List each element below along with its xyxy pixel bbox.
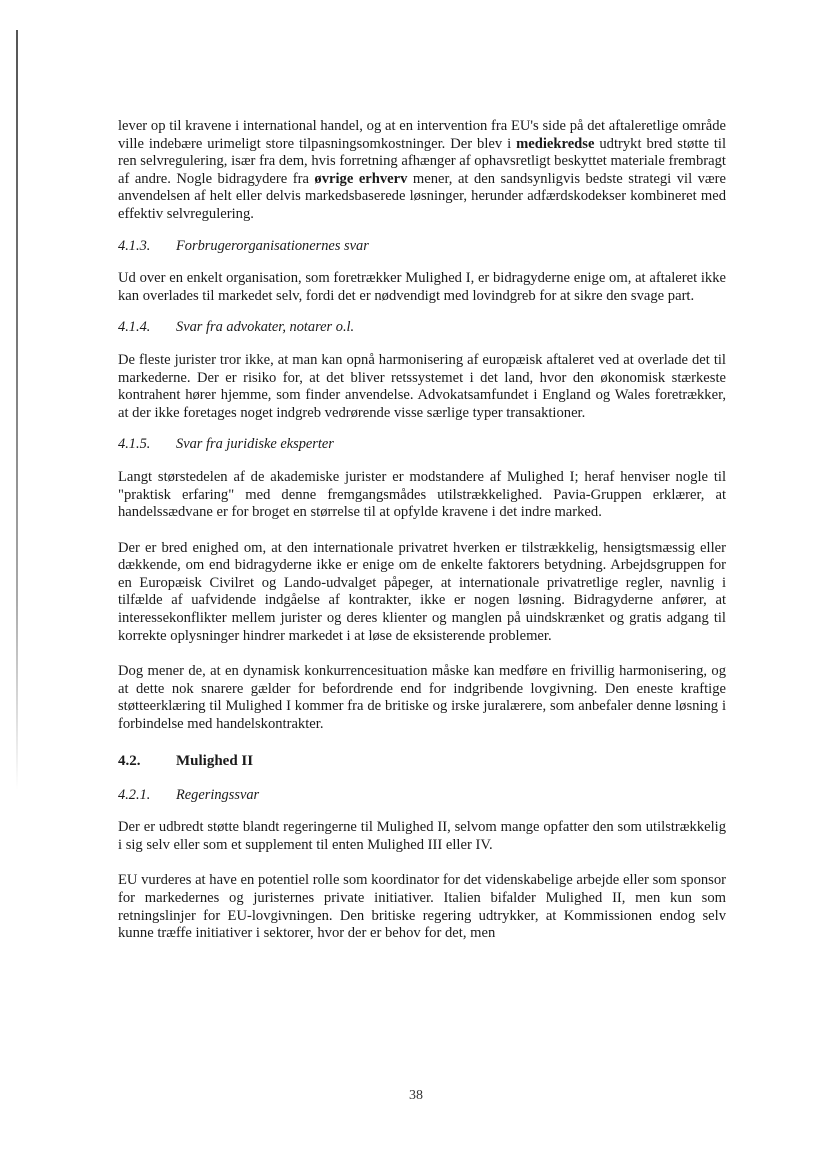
section-number: 4.2. xyxy=(118,752,141,769)
bold-term-ovrige-erhverv: øvrige erhverv xyxy=(314,170,408,187)
page-number: 38 xyxy=(409,1088,423,1103)
heading-number: 4.2.1. xyxy=(118,786,151,803)
paragraph-text: udtrykt bred støtte til ren selvregulering, især fra dem, hvis forretning afhænger af ophavsretligt beskyttet materiale frembragt af andre. Nogle bidragydere fra xyxy=(118,135,727,187)
section-heading-4-2 xyxy=(118,752,726,770)
paragraph-7: Der er udbredt støtte blandt regeringerne til Mulighed II, selvom mange opfatter den som utilstrækkelig i sig selv eller som et supplement til enten Mulighed III eller IV. xyxy=(118,819,726,853)
paragraph-text: lever op til kravene i international handel, og at en intervention fra EU's side på det aftaleretlige område ville indebære urimeligt store tilpasningsomkostninger. Der blev i xyxy=(118,118,726,152)
page-body xyxy=(118,118,726,943)
paragraph-2: Ud over en enkelt organisation, som foretrækker Mulighed I, er bidragyderne enige om, at aftaleret ikke kan overlades til markedet selv, fordi det er nødvendigt med lovindgreb for at sikre den svage part. xyxy=(118,270,726,304)
heading-4-1-3 xyxy=(118,238,726,256)
heading-4-1-4 xyxy=(118,319,726,337)
heading-title: Svar fra advokater, notarer o.l. xyxy=(176,319,355,336)
heading-4-1-5 xyxy=(118,436,726,454)
bold-term-mediekredse: mediekredse xyxy=(516,135,595,152)
heading-title: Svar fra juridiske eksperter xyxy=(176,436,334,453)
section-title: Mulighed II xyxy=(176,752,254,769)
heading-number: 4.1.3. xyxy=(118,237,151,254)
paragraph-8: EU vurderes at have en potentiel rolle som koordinator for det videnskabelige arbejde eller som sponsor for markedernes og juristernes private initiativer. Italien bifalder Mulighed II, men kun som retningslinjer for EU-lovgivningen. Den britiske regering udtrykker, at Kommissionen endog selv kunne træffe initiativer i sektorer, hvor der er behov for det, men xyxy=(118,872,726,942)
paragraph-text: mener, at den sandsynligvis bedste strategi vil være anvendelsen af helt eller delvis markedsbaserede løsninger, herunder adfærdskodekser kombineret med effektiv selvregulering. xyxy=(118,170,726,222)
paragraph-4: Langt størstedelen af de akademiske jurister er modstandere af Mulighed I; heraf henviser nogle til "praktisk erfaring" med denne fremgangsmådes utilstrækkelighed. Pavia-Gruppen erklærer, at handelssædvane er for broget en størrelse til at opfylde kravene i det indre marked. xyxy=(118,468,726,521)
heading-number: 4.1.4. xyxy=(118,319,151,336)
heading-number: 4.1.5. xyxy=(118,436,151,453)
paragraph-1 xyxy=(118,118,726,224)
heading-4-2-1 xyxy=(118,787,726,805)
paragraph-3: De fleste jurister tror ikke, at man kan opnå harmonisering af europæisk aftaleret ved at overlade det til markederne. Der er risiko for, at det bliver retssystemet i det land, hvor den økonomisk stærkeste kontrahent hører hjemme, som finder anvendelse. Advokatsamfundet i England og Wales foretrækker, at der ikke foretages noget indgreb vedrørende visse særlige typer transaktioner. xyxy=(118,351,726,421)
heading-title: Forbrugerorganisationernes svar xyxy=(176,237,369,254)
paragraph-6: Dog mener de, at en dynamisk konkurrencesituation måske kan medføre en frivillig harmonisering, og at dette nok snarere gælder for befordrende end for indgribende lovgivning. Den eneste kraftige støtteerklæring til Mulighed I kommer fra de britiske og irske juralærere, som anbefaler denne løsning i forbindelse med handelskontrakter. xyxy=(118,663,726,733)
paragraph-5: Der er bred enighed om, at den internationale privatret hverken er tilstrækkelig, hensigtsmæssig eller dækkende, om end bidragyderne ikke er enige om de enkelte faktorers betydning. Arbejdsgruppen for en Europæisk Civilret og Lando-udvalget påpeger, at internationale privatretlige regler, navnlig i tilfælde af uafvidende indgåelse af kontrakter, ikke er nogen løsning. Bidragyderne anfører, at interessekonflikter mellem jurister og deres klienter og manglen på uindskrænket og gratis adgang til korrekte oplysninger hindrer markedet i at løse de eksisterende problemer. xyxy=(118,539,726,644)
scan-edge-line xyxy=(16,30,18,790)
heading-title: Regeringssvar xyxy=(176,786,260,803)
